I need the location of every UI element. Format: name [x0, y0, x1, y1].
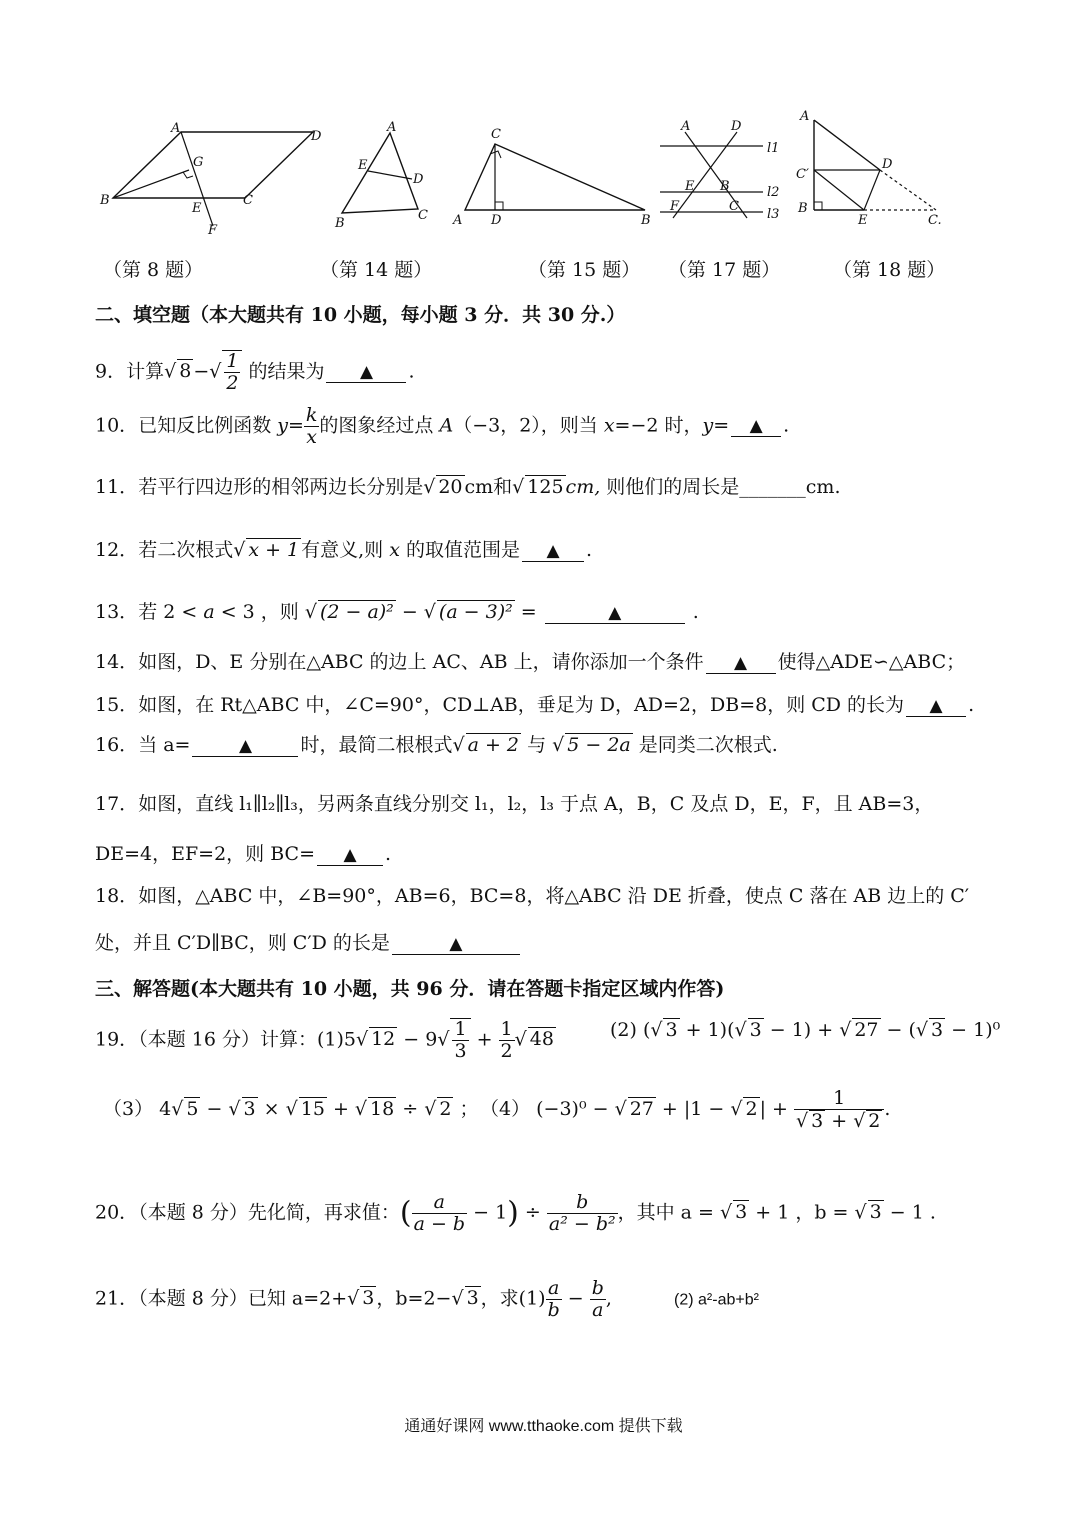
q18-answer-blank[interactable] — [392, 933, 520, 955]
q21-radicand-2: 3 — [466, 1287, 479, 1310]
q21-comma: , — [605, 1287, 612, 1310]
fig18-label-a: A — [800, 109, 810, 124]
q9-text: 计算 — [126, 360, 165, 383]
q12-radicand: x + 1 — [248, 539, 300, 561]
q14-answer-blank[interactable] — [706, 652, 776, 674]
q19-p3-op-3: + — [326, 1098, 355, 1120]
q19-minus-9: − 9 — [397, 1028, 438, 1051]
q19-p3-op-4: ÷ — [396, 1098, 425, 1120]
triangle-icon: ▲ — [608, 603, 622, 623]
q15-number: 15． — [95, 694, 139, 716]
q21-minus: − — [561, 1287, 590, 1310]
fig14-label-e: E — [358, 158, 368, 173]
q21-frac-den: b — [547, 1298, 560, 1321]
triangle-icon: ▲ — [749, 416, 763, 437]
q20-text-2: ，其中 a = — [617, 1201, 720, 1224]
q9-number: 9． — [95, 360, 127, 383]
q19-p3-radicand-1: 5 — [186, 1098, 199, 1120]
question-18-line-2 — [95, 932, 522, 955]
triangle-icon: ▲ — [449, 934, 463, 954]
q12-text-2: 有意义,则 — [301, 539, 390, 561]
fig18-label-d: D — [882, 157, 893, 172]
fig18-label-c-prime: C′ — [796, 167, 809, 182]
q21-number: 21． — [95, 1287, 139, 1310]
caption-fig17: （第 17 题） — [668, 259, 781, 281]
q10-answer-blank[interactable] — [731, 415, 781, 437]
question-17-line-1 — [95, 793, 933, 816]
question-14 — [95, 651, 965, 674]
q19-p2-radicand-4: 3 — [931, 1019, 944, 1041]
q13-number: 13． — [95, 601, 139, 623]
fig8-label-e: E — [192, 201, 202, 216]
q19-number: 19． — [95, 1028, 139, 1051]
fig17-label-l1: l1 — [767, 141, 780, 156]
fig15-label-d: D — [491, 213, 502, 228]
page-footer: 通通好课网 www.tthaoke.com 提供下载 — [404, 1418, 683, 1435]
q19-coef: 5 — [343, 1028, 356, 1051]
q19-p4-frac-num: 1 — [794, 1088, 884, 1110]
fig14-label-c: C — [418, 208, 428, 223]
q19-p3-op-1: − — [200, 1098, 229, 1120]
q20-number: 20． — [95, 1201, 139, 1224]
q16-text-2: 时，最简二根根式 — [300, 734, 453, 756]
fig17-label-l3: l3 — [767, 207, 780, 222]
figure-15 — [445, 120, 655, 230]
fig15-label-c: C — [491, 127, 501, 142]
triangle-icon: ▲ — [359, 362, 374, 383]
q13-var-a: a — [203, 601, 215, 623]
q19-p2-radicand-1: 3 — [665, 1019, 678, 1041]
q10-eq: = — [287, 414, 304, 437]
q16-radicand-2: 5 − 2a — [567, 734, 631, 756]
q9-text-2: 的结果为 — [242, 360, 325, 383]
q19-p3-radicand-4: 18 — [370, 1098, 395, 1120]
q9-frac-den: 2 — [226, 371, 239, 394]
fig8-label-f: F — [208, 223, 218, 238]
q16-with: 与 — [521, 734, 553, 756]
fig18-label-b: B — [798, 201, 808, 216]
q20-div: ÷ — [518, 1201, 547, 1224]
q21-radicand-1: 3 — [362, 1287, 375, 1310]
q10-text: 已知反比例函数 — [138, 414, 278, 437]
fig14-label-a: A — [387, 120, 397, 135]
q13-eq: = — [514, 601, 543, 623]
q13-radicand-1: (2 − a)² — [319, 601, 394, 623]
fig17-label-b: B — [720, 179, 730, 194]
q16-radicand-1: a + 2 — [467, 734, 520, 756]
q19-p2-radicand-2: 3 — [749, 1019, 762, 1041]
q19-p3-end: ； — [453, 1098, 479, 1120]
q20-text-3: + 1 ，b = — [749, 1201, 855, 1224]
fig18-label-c: C. — [928, 213, 942, 228]
fig17-label-l2: l2 — [767, 185, 780, 200]
q15-text: 如图，在 Rt△ABC 中，∠C=90°，CD⊥AB，垂足为 D，AD=2，DB=8，则 CD 的长为 — [138, 694, 905, 716]
q19-p4-end: . — [884, 1097, 891, 1120]
q10-frac-num: k — [305, 404, 318, 426]
q19-p4-abs-close: | + — [759, 1097, 794, 1120]
fig17-label-e: E — [685, 179, 695, 194]
q11-radicand-1: 20 — [438, 476, 463, 498]
q20-radicand-1: 3 — [735, 1201, 748, 1224]
q10-number: 10． — [95, 414, 139, 437]
caption-fig18: （第 18 题） — [833, 259, 946, 281]
q12-number: 12． — [95, 539, 139, 561]
q13-end: . — [686, 601, 699, 623]
triangle-icon: ▲ — [238, 736, 253, 756]
fig15-label-a: A — [453, 213, 463, 228]
q10-var-y: y — [277, 414, 288, 437]
fig17-label-f: F — [670, 199, 680, 214]
q19-p4-radicand-1: 27 — [629, 1097, 654, 1120]
caption-fig15: （第 15 题） — [528, 259, 641, 281]
q18-number: 18． — [95, 885, 139, 907]
q19-radicand-48: 48 — [529, 1028, 554, 1051]
triangle-icon: ▲ — [929, 696, 943, 716]
question-17-line-2 — [95, 843, 391, 866]
question-20: 20．（本题 8 分）先化简，再求值：( $\frac{a}{a - b}$ − 1) ÷ $\frac{b}{\text{a² − b²}}$ ，其中 a = √ 3 + 1 ，b = √ 3 − 1 . — [95, 1191, 936, 1235]
fig8-label-c: C — [243, 193, 253, 208]
q19-p3-radicand-2: 3 — [243, 1098, 256, 1120]
fig8-label-d: D — [311, 129, 322, 144]
q17-text-2: DE=4，EF=2，则 BC= — [95, 843, 315, 865]
q12-end: . — [585, 539, 593, 561]
q19-p4-plus: + — [825, 1109, 854, 1132]
caption-fig8: （第 8 题） — [103, 259, 204, 281]
question-19-part-1: 19．（本题 16 分）计算：(1)5√ 12 − 9√ $\frac{1}{3}$ + $\frac{1}{2}$ √ 48 — [95, 1018, 554, 1062]
q21-part-2: (2) a²-ab+b² — [674, 1291, 759, 1309]
q10-point: A — [439, 414, 454, 437]
q13-answer-blank[interactable] — [545, 602, 685, 624]
fig8-label-b: B — [100, 193, 110, 208]
q16-answer-blank[interactable] — [192, 735, 298, 757]
fig15-label-b: B — [641, 213, 651, 228]
q20-frac-den: a − b — [413, 1212, 466, 1235]
q20-frac2-den: a² − b² — [548, 1212, 616, 1235]
q9-minus: − — [193, 360, 210, 383]
q20-minus-1: − 1 — [467, 1201, 508, 1224]
q21-frac2-num: b — [591, 1277, 604, 1299]
fig14-label-d: D — [413, 172, 424, 187]
figure-17 — [655, 118, 795, 230]
q10-var-x: x — [603, 414, 615, 437]
q17-number: 17． — [95, 793, 139, 815]
question-19-part-4: （4） (−3)⁰ − √ 27 + |1 − √ 2 | + $\frac{1}{√ 3 + √ 2}$ . — [480, 1087, 891, 1132]
question-18-line-1 — [95, 885, 969, 908]
q17-end: . — [385, 843, 392, 865]
q11-number: 11． — [95, 476, 139, 498]
q12-var-x: x — [389, 539, 400, 561]
q21-text-2: ，b=2− — [376, 1287, 452, 1310]
q19-p3-open: （3） 4 — [103, 1098, 172, 1120]
q11-unit-1: cm和 — [464, 476, 513, 498]
question-13: 13．若 2 < a < 3 ，则 √ (2 − a)² − √ (a − 3)² = ▲ . — [95, 601, 699, 623]
q10-var-y2: y — [702, 414, 714, 437]
triangle-icon: ▲ — [343, 845, 357, 865]
q20-frac-num: a — [412, 1192, 468, 1214]
question-10 — [95, 405, 789, 448]
fig8-label-a: A — [171, 121, 181, 136]
q11-radicand-2: 125 — [527, 476, 564, 498]
q11-unit-2: cm, — [565, 476, 601, 498]
q15-answer-blank[interactable] — [906, 695, 966, 717]
q18-text: 如图，△ABC 中，∠B=90°，AB=6，BC=8，将△ABC 沿 DE 折叠，使点 C 落在 AB 边上的 C′ — [138, 885, 970, 907]
q19-p4-radicand-3: 3 — [811, 1109, 824, 1132]
q13-text-2: < 3 ，则 — [214, 601, 305, 623]
q21-text: （本题 8 分）已知 a=2+ — [138, 1287, 348, 1310]
q19-p2-end: − 1)⁰ — [945, 1019, 1001, 1041]
q9-frac-num: 1 — [226, 350, 239, 372]
question-12: 12．若二次根式√ x + 1 有意义,则 x 的取值范围是 ▲ . — [95, 539, 593, 561]
q19-p4-radicand-2: 2 — [745, 1097, 758, 1120]
fig8-label-g: G — [193, 155, 204, 170]
q19-p2-mid: + 1)( — [679, 1019, 735, 1041]
q10-frac-den: x — [306, 425, 317, 448]
q16-number: 16． — [95, 734, 139, 756]
fig14-label-b: B — [335, 216, 345, 231]
q16-text: 当 a= — [138, 734, 191, 756]
q19-p2-mid-3: − ( — [880, 1019, 916, 1041]
q20-frac2-num: b — [547, 1192, 618, 1214]
section-2-heading: 二、填空题（本大题共有 10 小题，每小题 3 分．共 30 分.） — [95, 304, 626, 326]
q19-plus: + — [470, 1028, 499, 1051]
q19-p2-mid-2: − 1) + — [763, 1019, 840, 1041]
figure-8 — [95, 120, 335, 240]
q10-eq2: = — [713, 414, 730, 437]
q20-text: （本题 8 分）先化简，再求值： — [138, 1201, 400, 1224]
q11-text-2: 则他们的周长是_______cm. — [600, 476, 841, 498]
q20-text-4: − 1 . — [883, 1201, 936, 1224]
q12-text-3: 的取值范围是 — [399, 539, 520, 561]
question-15 — [95, 694, 974, 717]
q12-answer-blank[interactable] — [522, 540, 584, 562]
fig17-label-c: C — [729, 199, 739, 214]
caption-fig14: （第 14 题） — [320, 259, 433, 281]
figure-14 — [330, 115, 440, 235]
q21-frac2-den: a — [592, 1298, 604, 1321]
q10-text-4: =−2 时， — [614, 414, 703, 437]
q21-frac-num: a — [546, 1278, 562, 1300]
question-19-part-2: (2) (√ 3 + 1)(√ 3 − 1) + √ 27 − (√ 3 − 1)⁰ — [610, 1019, 1001, 1041]
q9-radicand: 8 — [179, 360, 192, 383]
q9-answer-blank[interactable] — [326, 361, 406, 383]
q20-radicand-2: 3 — [869, 1201, 882, 1224]
q9-end: . — [408, 360, 415, 383]
q19-p4-abs-open: + |1 − — [655, 1097, 731, 1120]
q10-text-2: 的图象经过点 — [319, 414, 440, 437]
q11-text: 若平行四边形的相邻两边长分别是 — [138, 476, 424, 498]
fig18-label-e: E — [858, 213, 868, 228]
q21-text-3: ，求(1) — [480, 1287, 546, 1310]
triangle-icon: ▲ — [546, 541, 560, 561]
q10-text-3: （−3，2），则当 — [453, 414, 604, 437]
q17-answer-blank[interactable] — [317, 844, 383, 866]
fig17-label-a: A — [681, 119, 691, 134]
q19-text: （本题 16 分）计算：(1) — [138, 1028, 344, 1051]
section-3-heading: 三、解答题(本大题共有 10 小题，共 96 分．请在答题卡指定区域内作答) — [95, 978, 725, 1000]
q19-p4-open: （4） (−3)⁰ − — [480, 1097, 615, 1120]
q13-radicand-2: (a − 3)² — [438, 601, 513, 623]
question-16: 16．当 a= ▲ 时，最简二根根式√ a + 2 与 √ 5 − 2a 是同类二次根式. — [95, 734, 778, 756]
question-19-part-3: （3） 4√ 5 − √ 3 × √ 15 + √ 18 ÷ √ 2 ； — [103, 1098, 479, 1120]
q16-text-3: 是同类二次根式. — [632, 734, 778, 756]
q14-text-2: 使得△ADE∽△ABC； — [777, 651, 966, 673]
q19-p4-radicand-4: 2 — [868, 1109, 881, 1132]
question-21: 21．（本题 8 分）已知 a=2+√ 3 ，b=2−√ 3 ，求(1) $\frac{a}{b}$ − $\frac{b}{a}$ , (2) a²-ab+b² — [95, 1277, 759, 1321]
question-11: 11．若平行四边形的相邻两边长分别是√ 20 cm和√ 125 cm, 则他们的周长是_______cm. — [95, 476, 841, 498]
q15-end: . — [968, 694, 975, 716]
q14-text: 如图，D、E 分别在△ABC 的边上 AC、AB 上，请你添加一个条件 — [138, 651, 704, 673]
figure-18 — [792, 108, 952, 228]
q13-minus: − — [395, 601, 424, 623]
q13-text: 若 2 < — [138, 601, 204, 623]
q10-end: . — [783, 414, 790, 437]
q19-p3-radicand-3: 15 — [300, 1098, 325, 1120]
q12-text: 若二次根式 — [138, 539, 234, 561]
triangle-icon: ▲ — [734, 653, 748, 673]
q17-text: 如图，直线 l₁∥l₂∥l₃，另两条直线分别交 l₁，l₂，l₃ 于点 A，B，C 及点 D，E，F，且 AB=3， — [138, 793, 934, 815]
q19-p2-radicand-3: 27 — [854, 1019, 879, 1041]
question-9: 9．计算√ 8 −√ $\frac{1}{2}$ 的结果为 ▲ . — [95, 350, 415, 394]
q14-number: 14． — [95, 651, 139, 673]
fig17-label-d: D — [731, 119, 742, 134]
q18-text-2: 处，并且 C′D∥BC，则 C′D 的长是 — [95, 932, 390, 954]
q19-radicand-12: 12 — [371, 1028, 396, 1051]
q19-p3-radicand-5: 2 — [439, 1098, 452, 1120]
q19-p2-open: (2) ( — [610, 1019, 651, 1041]
q19-p3-op-2: × — [257, 1098, 286, 1120]
